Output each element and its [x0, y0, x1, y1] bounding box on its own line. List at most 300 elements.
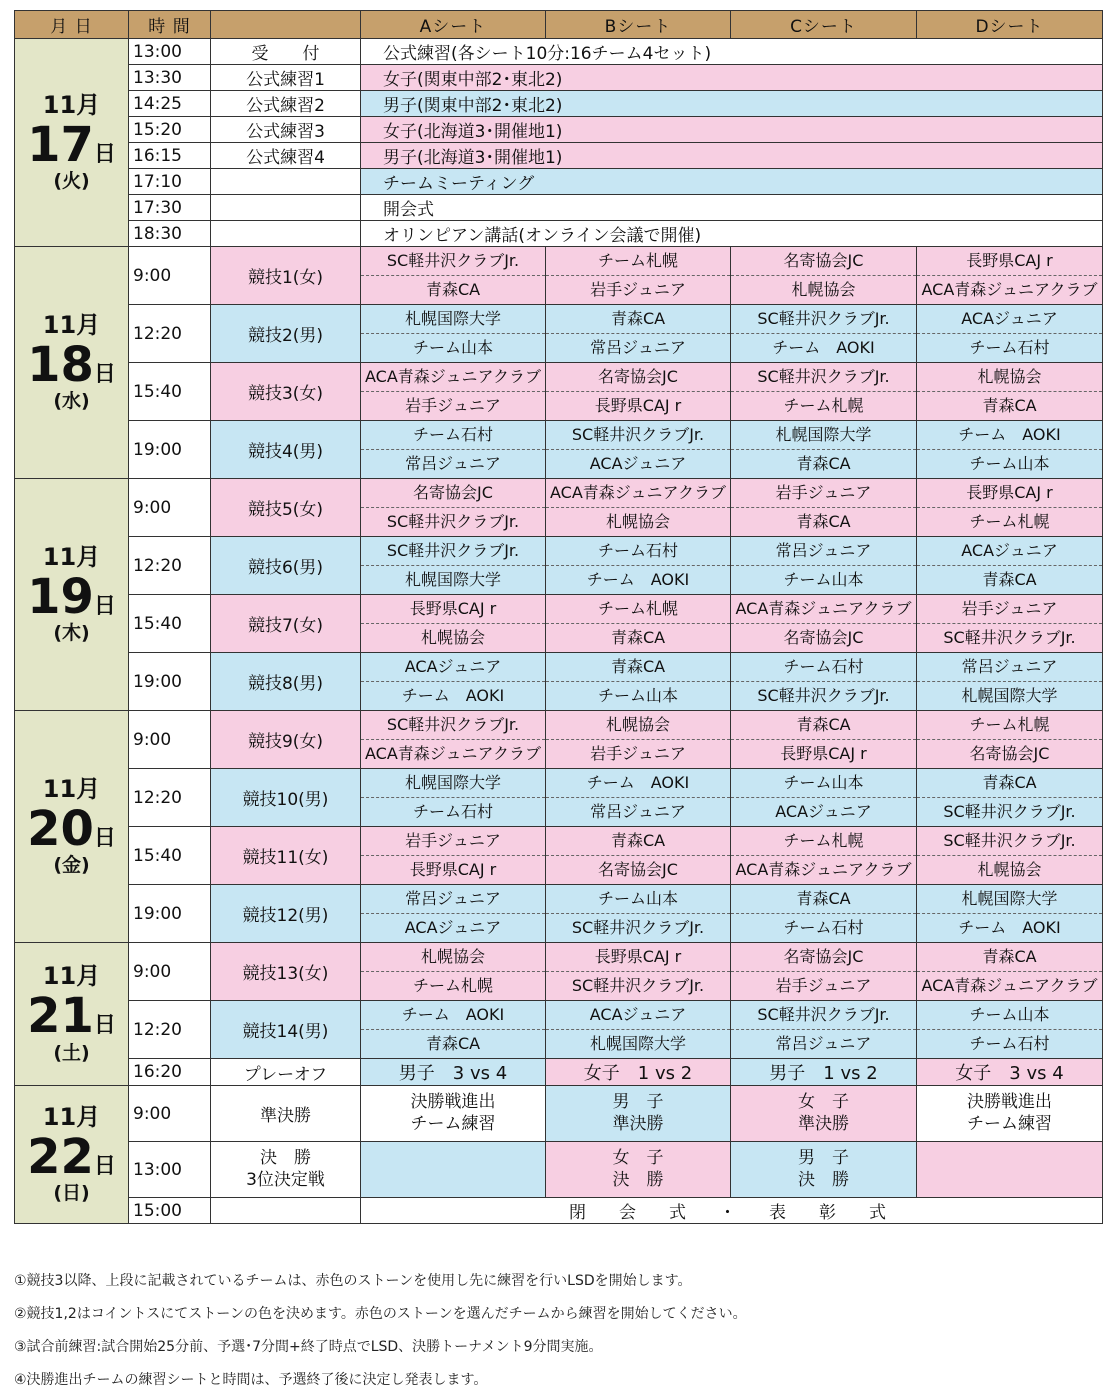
semifinal-cell	[546, 1086, 731, 1142]
date-day-number: 17	[27, 116, 94, 173]
match-cell	[546, 943, 731, 1001]
span-text-cell: 開会式	[361, 195, 1103, 221]
schedule-table	[14, 10, 1103, 1224]
match-cell	[731, 827, 917, 885]
team-bottom: SC軽井沢クラブJr.	[757, 685, 890, 705]
team-bottom: チーム AOKI	[772, 337, 875, 357]
span-text-cell: 男子(北海道3･開催地1)	[361, 143, 1103, 169]
note-4: ④決勝進出チームの練習シートと時間は、予選終了後に決定し発表します。	[14, 1372, 488, 1388]
team-bottom: SC軽井沢クラブJr.	[571, 975, 705, 995]
match-cell	[731, 537, 917, 595]
team-bottom: チーム山本	[969, 453, 1050, 473]
date-day	[15, 336, 128, 393]
team-top: チーム AOKI	[361, 1001, 545, 1030]
line-top: 女 子	[612, 1148, 664, 1169]
date-day-number: 18	[27, 336, 94, 393]
time-cell: 15:00	[129, 1198, 211, 1224]
final-cell	[731, 1142, 917, 1198]
match-cell	[361, 1001, 546, 1059]
date-month: 11月	[42, 310, 101, 339]
schedule-row	[15, 169, 1103, 195]
team-bottom: SC軽井沢クラブJr.	[943, 801, 1076, 821]
date-month: 11月	[42, 542, 101, 571]
event-line-bottom: 3位決定戦	[246, 1169, 325, 1190]
team-bottom: 長野県CAJ r	[594, 395, 682, 415]
date-month: 11月	[42, 962, 101, 991]
span-text-cell: 公式練習(各シート10分:16チーム4セット)	[361, 39, 1103, 65]
team-bottom: 青森CA	[610, 627, 666, 647]
event-cell: 競技3(女)	[211, 363, 361, 421]
team-bottom: 岩手ジュニア	[775, 975, 872, 995]
team-bottom: 札幌協会	[791, 279, 856, 299]
match-cell	[731, 943, 917, 1001]
time-cell: 12:20	[129, 305, 211, 363]
team-bottom: チーム AOKI	[401, 685, 505, 705]
match-cell	[731, 1001, 917, 1059]
event-cell: 公式練習3	[211, 117, 361, 143]
team-top: 青森CA	[731, 711, 916, 740]
schedule-row	[15, 91, 1103, 117]
team-top: 札幌国際大学	[731, 421, 916, 450]
date-cell	[15, 247, 129, 479]
team-bottom: 長野県CAJ r	[780, 743, 867, 763]
date-weekday: (金)	[53, 854, 90, 877]
team-top: 札幌国際大学	[917, 885, 1102, 914]
team-bottom: 札幌国際大学	[404, 569, 501, 589]
match-cell	[731, 305, 917, 363]
match-row	[15, 769, 1103, 827]
event-cell: 競技9(女)	[211, 711, 361, 769]
match-cell	[731, 885, 917, 943]
date-day-suffix: 日	[93, 825, 116, 851]
note-3: ③試合前練習:試合開始25分前、予選･7分間+終了時点でLSD、決勝トーナメント9分間実施。	[14, 1339, 603, 1355]
team-bottom: 岩手ジュニア	[590, 743, 686, 763]
team-bottom: 青森CA	[425, 279, 481, 299]
line-bottom: 決 勝	[798, 1169, 849, 1190]
time-cell: 18:30	[129, 221, 211, 247]
date-cell	[15, 479, 129, 711]
schedule-row	[15, 117, 1103, 143]
team-top: SC軽井沢クラブJr.	[731, 305, 916, 334]
match-row	[15, 885, 1103, 943]
date-day-suffix: 日	[93, 1153, 116, 1179]
team-top: チーム山本	[917, 1001, 1102, 1030]
match-cell	[361, 769, 546, 827]
team-top: チーム札幌	[546, 247, 730, 276]
team-top: SC軽井沢クラブJr.	[546, 421, 730, 450]
time-cell: 15:40	[129, 827, 211, 885]
team-top: 札幌協会	[546, 711, 730, 740]
team-top: チーム山本	[731, 769, 916, 798]
match-cell	[731, 247, 917, 305]
match-cell	[917, 769, 1103, 827]
event-cell: 公式練習1	[211, 65, 361, 91]
event-cell: 競技14(男)	[211, 1001, 361, 1059]
match-cell	[546, 421, 731, 479]
event-cell	[211, 1142, 361, 1198]
event-cell: 競技7(女)	[211, 595, 361, 653]
time-cell: 9:00	[129, 479, 211, 537]
team-bottom: 岩手ジュニア	[590, 279, 686, 299]
span-text-cell: チームミーティング	[361, 169, 1103, 195]
team-top: SC軽井沢クラブJr.	[361, 711, 545, 740]
team-top: チーム山本	[546, 885, 730, 914]
team-bottom: チーム石村	[969, 1033, 1050, 1053]
team-top: 青森CA	[917, 943, 1102, 972]
time-cell: 12:20	[129, 769, 211, 827]
team-bottom: チーム石村	[783, 917, 864, 937]
team-top: チーム札幌	[917, 711, 1102, 740]
team-bottom: 名寄協会JC	[783, 627, 864, 647]
span-text-cell: 女子(北海道3･開催地1)	[361, 117, 1103, 143]
team-bottom: 青森CA	[982, 569, 1037, 589]
event-cell: 受 付	[211, 39, 361, 65]
schedule-row	[15, 39, 1103, 65]
team-bottom: 札幌協会	[977, 859, 1042, 879]
team-top: 青森CA	[546, 653, 730, 682]
event-cell: 競技11(女)	[211, 827, 361, 885]
team-top: 常呂ジュニア	[917, 653, 1102, 682]
playoff-cell: 女子 3 vs 4	[917, 1059, 1103, 1086]
team-top: チーム石村	[361, 421, 545, 450]
team-bottom: 札幌国際大学	[589, 1033, 686, 1053]
match-cell	[917, 943, 1103, 1001]
match-cell	[917, 363, 1103, 421]
match-cell	[917, 595, 1103, 653]
match-row	[15, 247, 1103, 305]
team-top: 名寄協会JC	[731, 943, 916, 972]
team-bottom: 札幌協会	[605, 511, 670, 531]
line-bottom: チーム練習	[410, 1113, 496, 1134]
team-top: ACA青森ジュニアクラブ	[361, 363, 545, 392]
team-bottom: ACAジュニア	[404, 917, 502, 937]
team-bottom: チーム山本	[783, 569, 864, 589]
header-sheet-a: Aシート	[361, 11, 546, 39]
match-row	[15, 479, 1103, 537]
match-cell	[546, 711, 731, 769]
team-bottom: チーム石村	[969, 337, 1050, 357]
match-cell	[731, 421, 917, 479]
match-row	[15, 827, 1103, 885]
playoff-row	[15, 1059, 1103, 1086]
line-top: 男 子	[612, 1092, 664, 1113]
time-cell: 9:00	[129, 247, 211, 305]
team-top: 札幌協会	[361, 943, 545, 972]
event-cell: 競技13(女)	[211, 943, 361, 1001]
match-cell	[361, 711, 546, 769]
time-cell: 12:20	[129, 1001, 211, 1059]
event-cell	[211, 1198, 361, 1224]
team-bottom: 札幌協会	[420, 627, 485, 647]
header-event	[211, 11, 361, 39]
team-bottom: 青森CA	[796, 511, 851, 531]
team-bottom: 常呂ジュニア	[590, 337, 686, 357]
match-cell	[917, 885, 1103, 943]
line-bottom: 決 勝	[612, 1169, 664, 1190]
header-row	[15, 11, 1103, 39]
team-top: ACAジュニア	[361, 653, 545, 682]
match-cell	[361, 595, 546, 653]
team-bottom: チーム AOKI	[586, 569, 690, 589]
header-sheet-c: Cシート	[731, 11, 917, 39]
team-top: 長野県CAJ r	[361, 595, 545, 624]
team-top: 常呂ジュニア	[361, 885, 545, 914]
team-bottom: SC軽井沢クラブJr.	[386, 511, 520, 531]
match-cell	[917, 305, 1103, 363]
match-cell	[546, 595, 731, 653]
event-cell: 競技4(男)	[211, 421, 361, 479]
team-bottom: 名寄協会JC	[598, 859, 678, 879]
match-cell	[917, 827, 1103, 885]
date-cell	[15, 943, 129, 1086]
date-weekday: (土)	[53, 1041, 90, 1064]
match-cell	[731, 769, 917, 827]
team-top: 名寄協会JC	[546, 363, 730, 392]
event-cell: 競技5(女)	[211, 479, 361, 537]
date-day-number: 22	[27, 1128, 94, 1185]
date-day-number: 21	[27, 988, 94, 1045]
match-cell	[361, 363, 546, 421]
team-top: 青森CA	[546, 305, 730, 334]
header-sheet-d: Dシート	[917, 11, 1103, 39]
time-cell: 12:20	[129, 537, 211, 595]
time-cell: 13:30	[129, 65, 211, 91]
team-bottom: チーム山本	[412, 337, 493, 357]
team-top: 名寄協会JC	[731, 247, 916, 276]
team-bottom: 青森CA	[796, 453, 851, 473]
team-top: ACA青森ジュニアクラブ	[546, 479, 730, 508]
playoff-cell: 女子 1 vs 2	[546, 1059, 731, 1086]
time-cell: 13:00	[129, 1142, 211, 1198]
event-cell: プレーオフ	[211, 1059, 361, 1086]
team-bottom: 名寄協会JC	[969, 743, 1050, 763]
date-cell	[15, 39, 129, 247]
team-bottom: チーム山本	[597, 685, 678, 705]
time-cell: 17:30	[129, 195, 211, 221]
line-bottom: 準決勝	[798, 1113, 849, 1134]
match-cell	[361, 479, 546, 537]
final-cell	[361, 1142, 546, 1198]
match-cell	[731, 363, 917, 421]
match-cell	[546, 827, 731, 885]
semifinal-row	[15, 1086, 1103, 1142]
final-cell	[917, 1142, 1103, 1198]
date-day	[15, 1128, 128, 1185]
team-top: 青森CA	[546, 827, 730, 856]
match-cell	[361, 885, 546, 943]
event-cell: 競技10(男)	[211, 769, 361, 827]
team-top: 青森CA	[917, 769, 1102, 798]
match-cell	[361, 827, 546, 885]
team-bottom: チーム札幌	[412, 975, 493, 995]
team-top: 長野県CAJ r	[917, 479, 1102, 508]
event-cell: 競技8(男)	[211, 653, 361, 711]
team-bottom: SC軽井沢クラブJr.	[571, 917, 705, 937]
match-cell	[546, 247, 731, 305]
match-cell	[361, 305, 546, 363]
time-cell: 15:40	[129, 595, 211, 653]
team-top: ACAジュニア	[917, 305, 1102, 334]
match-row	[15, 653, 1103, 711]
time-cell: 9:00	[129, 943, 211, 1001]
team-top: 札幌国際大学	[361, 769, 545, 798]
semifinal-cell	[917, 1086, 1103, 1142]
span-text-cell: 男子(関東中部2･東北2)	[361, 91, 1103, 117]
header-sheet-b: Bシート	[546, 11, 731, 39]
final-row	[15, 1142, 1103, 1198]
team-top: 岩手ジュニア	[731, 479, 916, 508]
match-cell	[731, 711, 917, 769]
date-day-suffix: 日	[93, 361, 116, 387]
note-2: ②競技1,2はコイントスにてストーンの色を決めます。赤色のストーンを選んだチームから練習を開始してください。	[14, 1306, 747, 1322]
date-day	[15, 988, 128, 1045]
schedule-row	[15, 195, 1103, 221]
team-top: SC軽井沢クラブJr.	[361, 537, 545, 566]
team-bottom: ACA青森ジュニアクラブ	[365, 743, 541, 763]
team-top: ACAジュニア	[917, 537, 1102, 566]
event-cell: 準決勝	[211, 1086, 361, 1142]
time-cell: 19:00	[129, 653, 211, 711]
team-top: 岩手ジュニア	[917, 595, 1102, 624]
line-top: 決勝戦進出	[410, 1092, 496, 1113]
match-cell	[546, 363, 731, 421]
time-cell: 9:00	[129, 711, 211, 769]
notes	[14, 1265, 1102, 1397]
team-top: チーム石村	[731, 653, 916, 682]
time-cell: 9:00	[129, 1086, 211, 1142]
date-day-number: 20	[27, 800, 94, 857]
time-cell: 14:25	[129, 91, 211, 117]
span-text-cell: オリンピアン講話(オンライン会議で開催)	[361, 221, 1103, 247]
date-weekday: (木)	[53, 622, 90, 645]
note-1: ①競技3以降、上段に記載されているチームは、赤色のストーンを使用し先に練習を行いLSDを開始します。	[14, 1273, 692, 1289]
team-bottom: ACAジュニア	[775, 801, 872, 821]
match-row	[15, 537, 1103, 595]
team-top: 長野県CAJ r	[546, 943, 730, 972]
team-bottom: 常呂ジュニア	[775, 1033, 872, 1053]
match-cell	[917, 653, 1103, 711]
semifinal-cell	[361, 1086, 546, 1142]
team-top: 青森CA	[731, 885, 916, 914]
team-top: チーム札幌	[546, 595, 730, 624]
date-day-number: 19	[27, 568, 94, 625]
team-top: 岩手ジュニア	[361, 827, 545, 856]
date-day-suffix: 日	[93, 593, 116, 619]
team-bottom: 長野県CAJ r	[409, 859, 497, 879]
header-time: 時 間	[129, 11, 211, 39]
schedule-row	[15, 65, 1103, 91]
time-cell: 15:40	[129, 363, 211, 421]
team-bottom: チーム AOKI	[958, 917, 1061, 937]
date-day	[15, 800, 128, 857]
line-top: 男 子	[798, 1148, 849, 1169]
event-cell: 公式練習2	[211, 91, 361, 117]
date-weekday: (火)	[53, 170, 90, 193]
team-top: SC軽井沢クラブJr.	[917, 827, 1102, 856]
time-cell: 13:00	[129, 39, 211, 65]
team-bottom: 常呂ジュニア	[590, 801, 686, 821]
time-cell: 19:00	[129, 885, 211, 943]
event-cell: 競技12(男)	[211, 885, 361, 943]
event-cell: 公式練習4	[211, 143, 361, 169]
date-month: 11月	[42, 774, 101, 803]
match-row	[15, 421, 1103, 479]
team-top: チーム札幌	[731, 827, 916, 856]
date-month: 11月	[42, 90, 101, 119]
team-top: SC軽井沢クラブJr.	[731, 363, 916, 392]
event-cell: 競技1(女)	[211, 247, 361, 305]
semifinal-cell	[731, 1086, 917, 1142]
line-top: 女 子	[798, 1092, 849, 1113]
match-cell	[917, 1001, 1103, 1059]
schedule-row	[15, 143, 1103, 169]
match-cell	[546, 479, 731, 537]
event-line-top: 決 勝	[260, 1148, 311, 1169]
match-cell	[546, 885, 731, 943]
team-bottom: ACA青森ジュニアクラブ	[921, 279, 1098, 299]
team-top: チーム石村	[546, 537, 730, 566]
header-date: 月 日	[15, 11, 129, 39]
date-day	[15, 116, 128, 173]
team-top: ACA青森ジュニアクラブ	[731, 595, 916, 624]
match-cell	[731, 479, 917, 537]
date-month: 11月	[42, 1102, 101, 1131]
match-cell	[361, 653, 546, 711]
match-cell	[361, 247, 546, 305]
date-weekday: (日)	[53, 1182, 90, 1205]
line-bottom: 準決勝	[612, 1113, 664, 1134]
match-cell	[546, 1001, 731, 1059]
match-cell	[917, 711, 1103, 769]
schedule-row	[15, 221, 1103, 247]
match-cell	[361, 537, 546, 595]
match-row	[15, 363, 1103, 421]
match-cell	[361, 943, 546, 1001]
team-top: チーム AOKI	[546, 769, 730, 798]
final-cell	[546, 1142, 731, 1198]
match-cell	[917, 537, 1103, 595]
team-bottom: ACAジュニア	[589, 453, 687, 473]
team-bottom: チーム札幌	[783, 395, 864, 415]
team-top: 常呂ジュニア	[731, 537, 916, 566]
team-bottom: ACA青森ジュニアクラブ	[735, 859, 912, 879]
team-top: 札幌国際大学	[361, 305, 545, 334]
team-bottom: 青森CA	[982, 395, 1037, 415]
date-weekday: (水)	[53, 390, 90, 413]
match-row	[15, 711, 1103, 769]
team-top: 名寄協会JC	[361, 479, 545, 508]
match-row	[15, 595, 1103, 653]
match-cell	[546, 769, 731, 827]
closing-cell: 閉 会 式 ・ 表 彰 式	[361, 1198, 1103, 1224]
team-top: SC軽井沢クラブJr.	[361, 247, 545, 276]
match-cell	[546, 653, 731, 711]
span-text-cell: 女子(関東中部2･東北2)	[361, 65, 1103, 91]
playoff-cell: 男子 3 vs 4	[361, 1059, 546, 1086]
date-day-suffix: 日	[93, 1013, 116, 1039]
match-cell	[731, 653, 917, 711]
match-row	[15, 943, 1103, 1001]
match-cell	[731, 595, 917, 653]
time-cell: 15:20	[129, 117, 211, 143]
time-cell: 17:10	[129, 169, 211, 195]
team-bottom: 常呂ジュニア	[405, 453, 501, 473]
team-top: 札幌協会	[917, 363, 1102, 392]
team-bottom: 青森CA	[425, 1033, 481, 1053]
closing-row	[15, 1198, 1103, 1224]
team-top: 長野県CAJ r	[917, 247, 1102, 276]
event-cell	[211, 169, 361, 195]
